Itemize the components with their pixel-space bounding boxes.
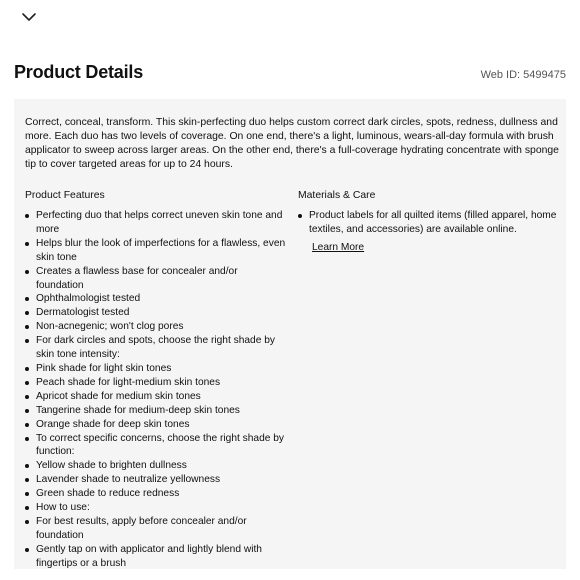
feature-item: Peach shade for light-medium skin tones bbox=[25, 376, 287, 390]
feature-item: Apricot shade for medium skin tones bbox=[25, 390, 287, 404]
feature-item: Non-acnegenic; won't clog pores bbox=[25, 320, 287, 334]
product-features-heading: Product Features bbox=[25, 190, 105, 201]
feature-item: Pink shade for light skin tones bbox=[25, 362, 287, 376]
product-description: Correct, conceal, transform. This skin-perfecting duo helps custom correct dark circles, spots, redness, dullness and more. Each duo has two levels of coverage. On one end, there's a light, luminous, wears-all-day formula with brush applicator to sweep across larger areas. On the other end, there's a full-coverage hydrating concentrate with sponge tip to cover targeted areas for up to 24 hours. bbox=[25, 117, 559, 170]
product-details-header bbox=[14, 62, 566, 86]
chevron-down-icon[interactable] bbox=[21, 11, 37, 23]
feature-item: Helps blur the look of imperfections for a flawless, even skin tone bbox=[25, 237, 287, 265]
product-features-list bbox=[25, 209, 287, 571]
materials-care-list bbox=[298, 209, 560, 237]
product-features-section bbox=[25, 189, 287, 571]
feature-item: Gently tap on with applicator and lightly blend with fingertips or a brush bbox=[25, 543, 287, 571]
feature-item: Lavender shade to neutralize yellowness bbox=[25, 473, 287, 487]
feature-item: Yellow shade to brighten dullness bbox=[25, 459, 287, 473]
learn-more-link[interactable]: Learn More bbox=[312, 241, 365, 253]
web-id: Web ID: 5499475 bbox=[480, 69, 566, 81]
feature-item: Creates a flawless base for concealer and/or foundation bbox=[25, 265, 287, 293]
details-panel bbox=[14, 99, 566, 569]
feature-item: For best results, apply before concealer and/or foundation bbox=[25, 515, 287, 543]
feature-item: How to use: bbox=[25, 501, 287, 515]
feature-item: Tangerine shade for medium-deep skin tones bbox=[25, 404, 287, 418]
feature-item: Ophthalmologist tested bbox=[25, 292, 287, 306]
feature-item: For dark circles and spots, choose the right shade by skin tone intensity: bbox=[25, 334, 287, 362]
materials-item: Product labels for all quilted items (filled apparel, home textiles, and accessories) are available online. bbox=[298, 209, 560, 237]
page-title: Product Details bbox=[14, 62, 144, 82]
feature-item: Dermatologist tested bbox=[25, 306, 287, 320]
feature-item: To correct specific concerns, choose the right shade by function: bbox=[25, 432, 287, 460]
feature-item: Green shade to reduce redness bbox=[25, 487, 287, 501]
materials-care-heading: Materials & Care bbox=[298, 190, 376, 201]
feature-item: Orange shade for deep skin tones bbox=[25, 418, 287, 432]
feature-item: Perfecting duo that helps correct uneven skin tone and more bbox=[25, 209, 287, 237]
materials-care-section bbox=[298, 189, 560, 255]
